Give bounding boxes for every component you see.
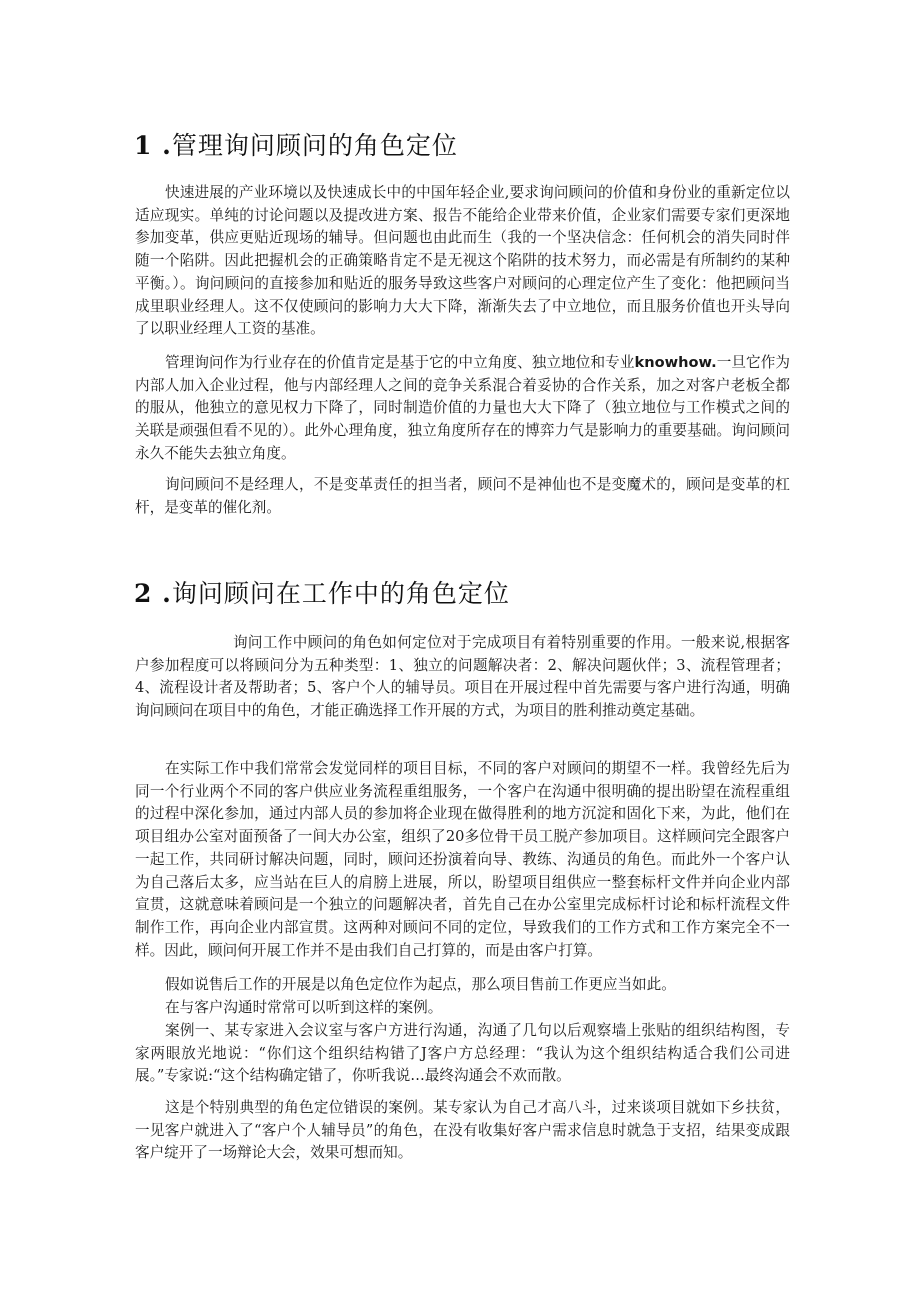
section-2-case-analysis: 这是个特别典型的角色定位错误的案例。某专家认为自己才高八斗，过来谈项目就如下乡扶贫，一见客户就进入了“客户个人辅导员”的角色，在没有收集好客户需求信息时就急于支招，结果变成跟客户绽开了一场辩论大会，效果可想而知。: [135, 1099, 790, 1162]
section-1-number: 1 .: [134, 131, 172, 160]
section-2-paragraph-1: 询问工作中顾问的角色如何定位对于完成项目有着特别重要的作用。一般来说,根据客户参加程度可以将顾问分为五种类型：1、独立的问题解决者：2、解决问题伙伴；3、流程管理者；4、流程设计者及帮助者；5、客户个人的辅导员。项目在开展过程中首先需要与客户进行沟通，明确询问顾问在项目中的角色，才能正确选择工作开展的方式，为项目的胜利推动奠定基础。: [135, 634, 790, 720]
section-2-paragraph-4: 在与客户沟通时常常可以听到这样的案例。: [165, 999, 443, 1016]
section-2-paragraph-3: 假如说售后工作的开展是以角色定位作为起点，那么项目售前工作更应当如此。: [165, 976, 676, 993]
section-2-title: 询问顾问在工作中的角色定位: [171, 579, 510, 608]
section-1-paragraph-1: 快速进展的产业环境以及快速成长中的中国年轻企业,要求询问顾问的价值和身份业的重新定位以适应现实。单纯的讨论问题以及提改进方案、报告不能给企业带来价值，企业家们需要专家们更深地参加变革，供应更贴近现场的辅导。但问题也由此而生（我的一个坚决信念：任何机会的消失同时伴随一个陷阱。因此把握机会的正确策略肯定不是无视这个陷阱的技术努力，而必需是有所制约的某种平衡。）。询问顾问的直接参加和贴近的服务导致这些客户对顾问的心理定位产生了变化：他把顾问当成里职业经理人。这不仅使顾问的影响力大大下降，渐渐失去了中立地位，而且服务价值也开头导向了以职业经理人工资的基准。: [135, 184, 790, 338]
section-1-paragraph-2-lead: 管理询问作为行业存在的价值肯定是基于它的中立角度、独立地位和专业: [165, 354, 635, 371]
section-1-paragraph-3: 询问顾问不是经理人，不是变革责任的担当者，顾问不是神仙也不是变魔术的，顾问是变革的杠杆，是变革的催化剂。: [135, 476, 790, 516]
section-1-paragraph-2-rest: 一旦它作为内部人加入企业过程，他与内部经理人之间的竞争关系混合着妥协的合作关系，加之对客户老板全都的服从，他独立的意见权力下降了，同时制造价值的力量也大大下降了（独立地位与工作模式之间的关联是顽强但看不见的）。此外心理角度，独立角度所存在的博弈力气是影响力的重要基础。询问顾问永久不能失去独立角度。: [135, 354, 790, 462]
section-1-title: 管理询问顾问的角色定位: [171, 131, 458, 160]
section-2-number: 2 .: [134, 579, 172, 608]
section-2-heading: [134, 574, 510, 610]
section-1-paragraph-2: [135, 352, 790, 466]
section-1-heading: [134, 126, 458, 162]
section-2-case-one: 案例一、某专家进入会议室与客户方进行沟通，沟通了几句以后观察墙上张贴的组织结构图，专家两眼放光地说：“你们这个组织结构错了J客户方总经理：“我认为这个组织结构适合我们公司进展。”专家说:“这个结构确定错了，你听我说…最终沟通会不欢而散。: [135, 1022, 790, 1085]
section-2-paragraph-2: 在实际工作中我们常常会发觉同样的项目目标，不同的客户对顾问的期望不一样。我曾经先后为同一个行业两个不同的客户供应业务流程重组服务，一个客户在沟通中很明确的提出盼望在流程重组的过程中深化参加，通过内部人员的参加将企业现在做得胜利的地方沉淀和固化下来，为此，他们在项目组办公室对面预备了一间大办公室，组织了20多位骨干员工脱产参加项目。这样顾问完全跟客户一起工作，共同研讨解决问题，同时，顾问还扮演着向导、教练、沟通员的角色。而此外一个客户认为自己落后太多，应当站在巨人的肩膀上进展，所以，盼望项目组供应一整套标杆文件并向企业内部宣贯，这就意味着顾问是一个独立的问题解决者，首先自己在办公室里完成标杆讨论和标杆流程文件制作工作，再向企业内部宣贯。这两种对顾问不同的定位，导致我们的工作方式和工作方案完全不一样。因此，顾问何开展工作并不是由我们自己打算的，而是由客户打算。: [135, 760, 790, 959]
knowhow-term: knowhow.: [634, 354, 717, 371]
